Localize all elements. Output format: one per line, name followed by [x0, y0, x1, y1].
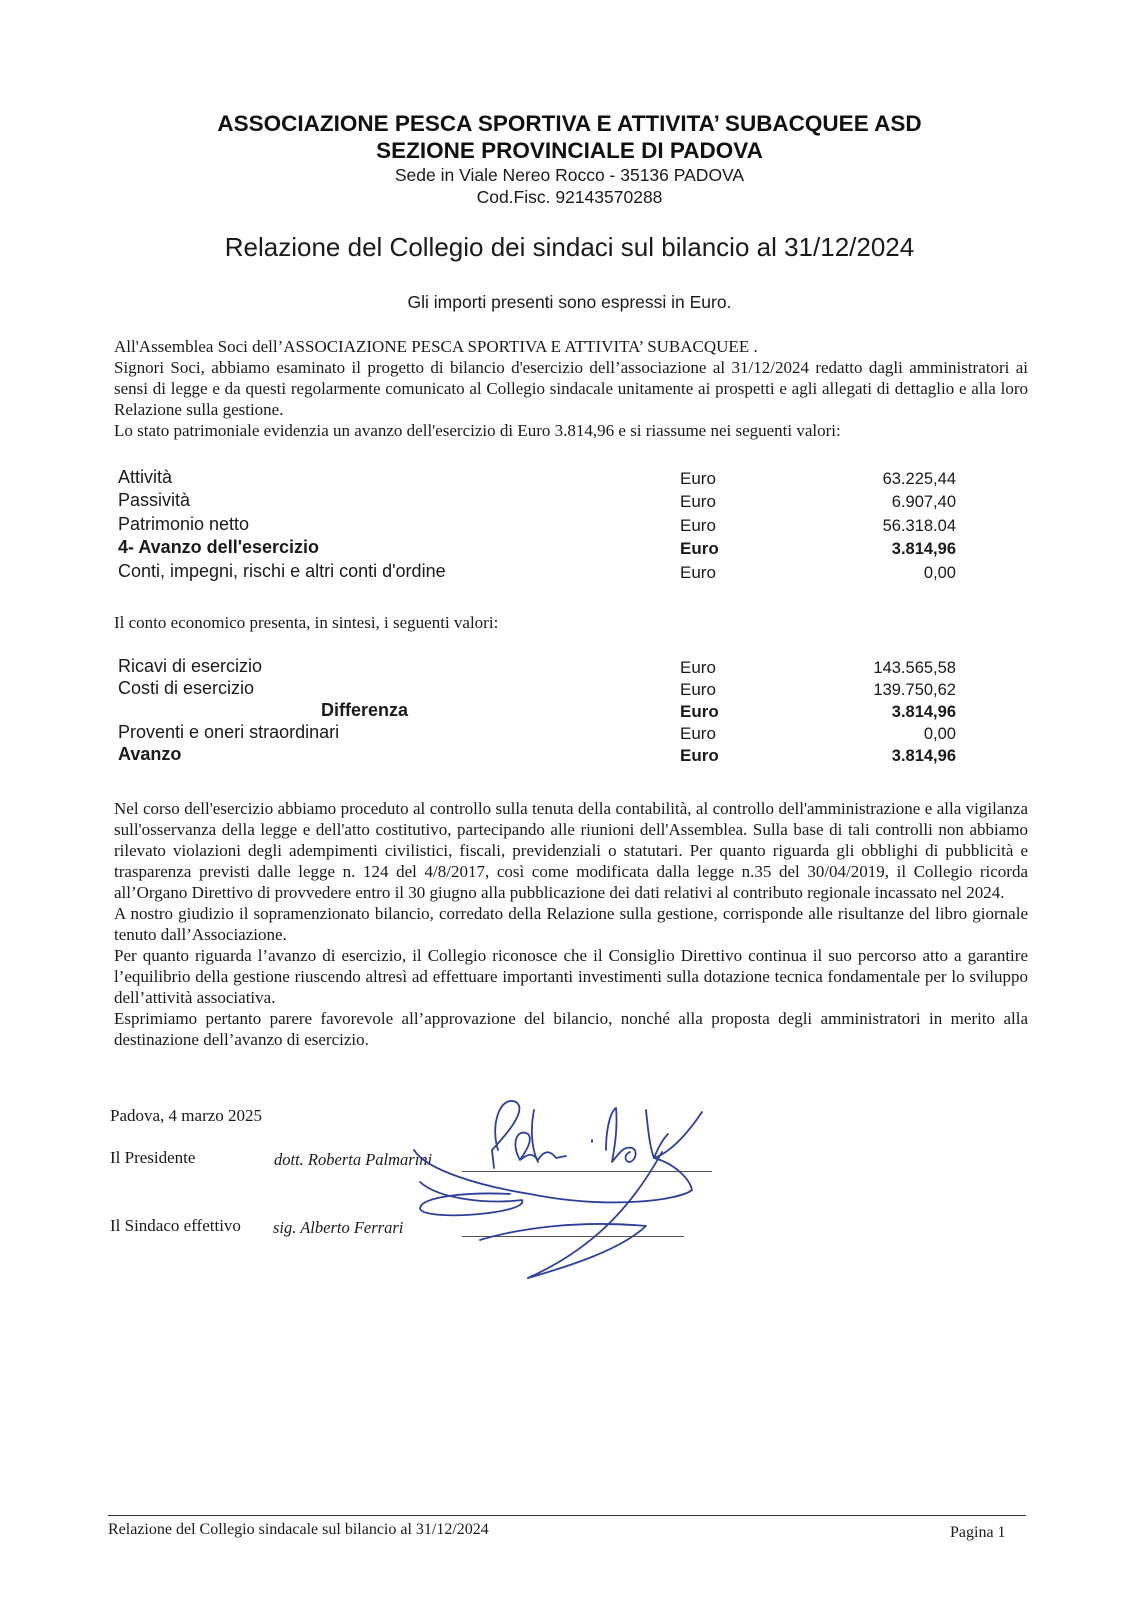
table-row [118, 490, 956, 513]
table-row [118, 700, 956, 723]
president-role: Il Presidente [110, 1148, 196, 1167]
table-row [118, 467, 956, 490]
row-currency: Euro [680, 680, 716, 699]
intro [114, 336, 1028, 441]
row-amount: 0,00 [923, 725, 956, 743]
association-name: ASSOCIAZIONE PESCA SPORTIVA E ATTIVITA’ SUBACQUEE ASD [217, 111, 922, 136]
table-row [118, 514, 956, 537]
intro-addressee: All'Assemblea Soci dell’ASSOCIAZIONE PESCA SPORTIVA E ATTIVITA’ SUBACQUEE . [114, 337, 758, 356]
report-body [114, 798, 1028, 1050]
row-label: 4- Avanzo dell'esercizio [118, 537, 320, 557]
body-paragraph: Esprimiamo pertanto parere favorevole all’approvazione del bilancio, nonché alla proposta degli amministratori in merito alla destinazione dell’avanzo di esercizio. [114, 1009, 1028, 1049]
page-title: Relazione del Collegio dei sindaci sul bilancio al 31/12/2024 [224, 232, 915, 262]
row-label: Differenza [321, 700, 409, 720]
footer-divider [108, 1515, 1026, 1516]
table-row [118, 744, 956, 767]
president-name: dott. Roberta Palmarini [274, 1150, 433, 1169]
currency-note: Gli importi presenti sono espressi in Euro. [407, 292, 732, 312]
table-row [118, 722, 956, 745]
row-label: Costi di esercizio [118, 678, 255, 698]
row-amount: 63.225,44 [882, 470, 956, 488]
row-currency: Euro [680, 516, 716, 535]
row-currency: Euro [680, 658, 716, 677]
row-label: Passività [118, 490, 191, 510]
row-amount: 6.907,40 [891, 493, 956, 511]
address: Sede in Viale Nereo Rocco - 35136 PADOVA [394, 165, 745, 185]
income-intro: Il conto economico presenta, in sintesi, i seguenti valori: [114, 613, 499, 632]
row-amount: 56.318.04 [882, 517, 956, 535]
footer-title: Relazione del Collegio sindacale sul bilancio al 31/12/2024 [108, 1521, 489, 1538]
row-amount: 3.814,96 [891, 703, 956, 721]
intro-summary: Lo stato patrimoniale evidenzia un avanzo dell'esercizio di Euro 3.814,96 e si riassume nei seguenti valori: [114, 421, 841, 440]
row-amount: 0,00 [923, 564, 956, 582]
row-currency: Euro [680, 492, 716, 511]
row-amount: 3.814,96 [891, 540, 956, 558]
row-amount: 3.814,96 [891, 747, 956, 765]
intro-paragraph: Signori Soci, abbiamo esaminato il progetto di bilancio d'esercizio dell’associazione al 31/12/2024 redatto dagli amministratori ai sensi di legge e da questi regolarmente comunicato al Collegio sindacale unitamente ai prospetti e agli allegati di dettaglio e alla loro Relazione sulla gestione. [114, 358, 1028, 419]
row-currency: Euro [680, 469, 716, 488]
table-row [118, 656, 956, 679]
row-label: Patrimonio netto [118, 514, 250, 534]
row-currency: Euro [680, 746, 719, 765]
row-amount: 143.565,58 [873, 659, 956, 677]
body-paragraph: Nel corso dell'esercizio abbiamo proceduto al controllo sulla tenuta della contabilità, al controllo dell'amministrazione e alla vigilanza sull'osservanza della legge e dell'atto costitutivo, partecipando alle riunioni dell'Assemblea. Sulla base di tali controlli non abbiamo rilevato violazioni degli adempimenti civilistici, fiscali, previdenziali o statutari. Per quanto riguarda gli obblighi di pubblicità e trasparenza previsti dalle legge n. 124 del 4/8/2017, così come modificata dalla legge n.35 del 30/04/2019, il Collegio ricorda all’Organo Direttivo di provvedere entro il 30 giugno alla pubblicazione dei dati relativi al contributo regionale incassato nel 2024. [114, 799, 1028, 902]
row-label: Attività [118, 467, 173, 487]
row-label: Ricavi di esercizio [118, 656, 263, 676]
table-row [118, 537, 956, 560]
row-amount: 139.750,62 [873, 681, 956, 699]
row-label: Proventi e oneri straordinari [118, 722, 340, 742]
handwritten-signature [410, 1090, 730, 1280]
row-currency: Euro [680, 563, 716, 582]
auditor-role: Il Sindaco effettivo [110, 1216, 241, 1235]
tax-code: Cod.Fisc. 92143570288 [476, 187, 663, 207]
section-name: SEZIONE PROVINCIALE DI PADOVA [376, 138, 763, 163]
table-row [118, 561, 956, 584]
auditor-name: sig. Alberto Ferrari [273, 1218, 404, 1237]
row-currency: Euro [680, 724, 716, 743]
place-date: Padova, 4 marzo 2025 [110, 1106, 263, 1125]
row-label: Conti, impegni, rischi e altri conti d'ordine [118, 561, 446, 581]
row-label: Avanzo [118, 744, 182, 764]
row-currency: Euro [680, 702, 719, 721]
page-number: Pagina 1 [950, 1524, 1006, 1541]
row-currency: Euro [680, 539, 719, 558]
body-paragraph: A nostro giudizio il sopramenzionato bilancio, corredato della Relazione sulla gestione, corrisponde alle risultanze del libro giornale tenuto dall’Associazione. [114, 904, 1028, 944]
body-paragraph: Per quanto riguarda l’avanzo di esercizio, il Collegio riconosce che il Consiglio Direttivo continua il suo percorso atto a garantire l’equilibrio della gestione riuscendo altresì ad effettuare importanti investimenti sulla dotazione tecnica fondamentale per lo sviluppo dell’attività associativa. [114, 946, 1028, 1007]
table-row [118, 678, 956, 701]
